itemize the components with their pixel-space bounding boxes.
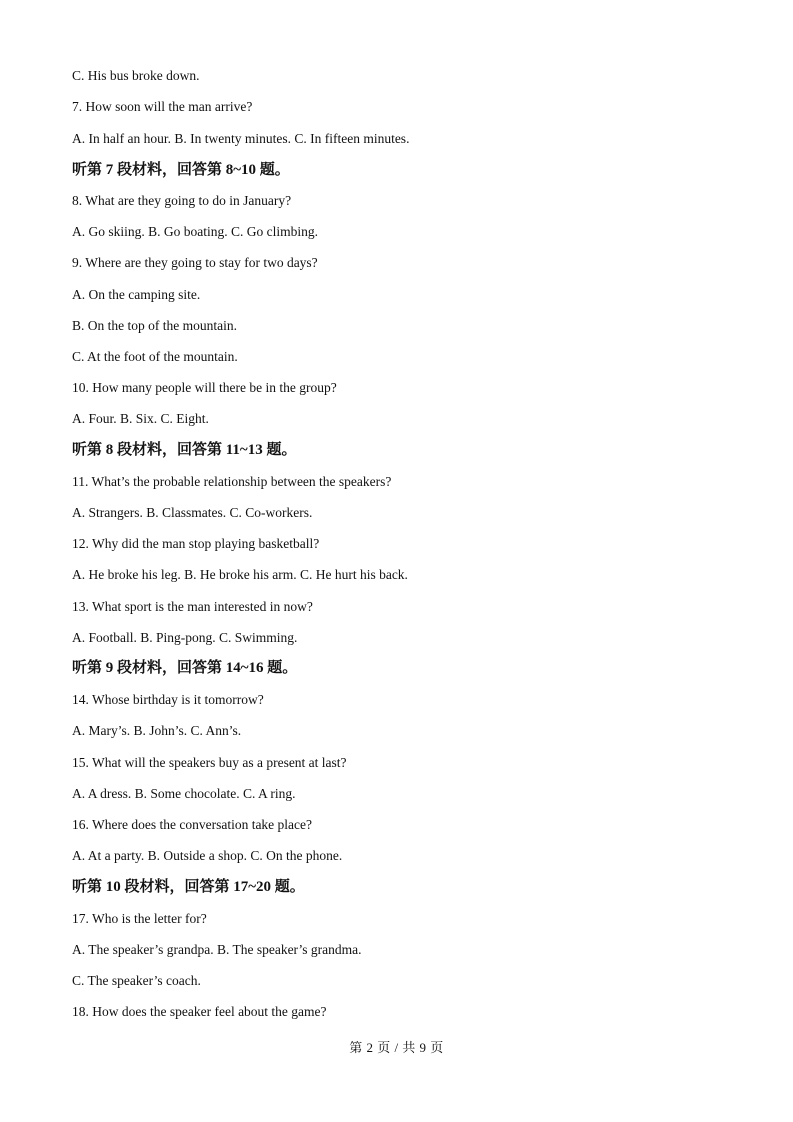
option-9a: A. On the camping site. — [72, 287, 201, 302]
options-10: A. Four. B. Six. C. Eight. — [72, 411, 209, 426]
question-8: 8. What are they going to do in January? — [72, 193, 292, 208]
options-12: A. He broke his leg. B. He broke his arm. C. He hurt his back. — [72, 567, 408, 582]
page-indicator: 第 2 页 / 共 9 页 — [349, 1040, 444, 1055]
option-line: C. His bus broke down. — [72, 68, 200, 83]
options-11: A. Strangers. B. Classmates. C. Co-workers. — [72, 505, 313, 520]
question-11: 11. What’s the probable relationship between the speakers? — [72, 474, 392, 489]
question-17: 17. Who is the letter for? — [72, 911, 207, 926]
question-9: 9. Where are they going to stay for two days? — [72, 255, 318, 270]
question-7: 7. How soon will the man arrive? — [72, 99, 253, 114]
question-15: 15. What will the speakers buy as a present at last? — [72, 755, 347, 770]
option-9b: B. On the top of the mountain. — [72, 318, 237, 333]
option-9c: C. At the foot of the mountain. — [72, 349, 238, 364]
options-16: A. At a party. B. Outside a shop. C. On the phone. — [72, 848, 343, 863]
section-heading-8: 听第 8 段材料，回答第 11~13 题。 — [72, 442, 297, 458]
question-14: 14. Whose birthday is it tomorrow? — [72, 692, 264, 707]
options-15: A. A dress. B. Some chocolate. C. A ring. — [72, 786, 296, 801]
question-12: 12. Why did the man stop playing basketball? — [72, 536, 320, 551]
options-14: A. Mary’s. B. John’s. C. Ann’s. — [72, 723, 242, 738]
question-13: 13. What sport is the man interested in now? — [72, 599, 313, 614]
options-17ab: A. The speaker’s grandpa. B. The speaker’s grandma. — [72, 942, 362, 957]
options-13: A. Football. B. Ping-pong. C. Swimming. — [72, 630, 298, 645]
question-10: 10. How many people will there be in the group? — [72, 380, 337, 395]
question-16: 16. Where does the conversation take place? — [72, 817, 313, 832]
question-18: 18. How does the speaker feel about the game? — [72, 1004, 327, 1019]
section-heading-10: 听第 10 段材料，回答第 17~20 题。 — [72, 879, 305, 895]
section-heading-9: 听第 9 段材料，回答第 14~16 题。 — [72, 660, 298, 676]
section-heading-7: 听第 7 段材料，回答第 8~10 题。 — [72, 162, 290, 178]
options-8: A. Go skiing. B. Go boating. C. Go climbing. — [72, 224, 318, 239]
option-17c: C. The speaker’s coach. — [72, 973, 201, 988]
options-7: A. In half an hour. B. In twenty minutes. C. In fifteen minutes. — [72, 131, 410, 146]
